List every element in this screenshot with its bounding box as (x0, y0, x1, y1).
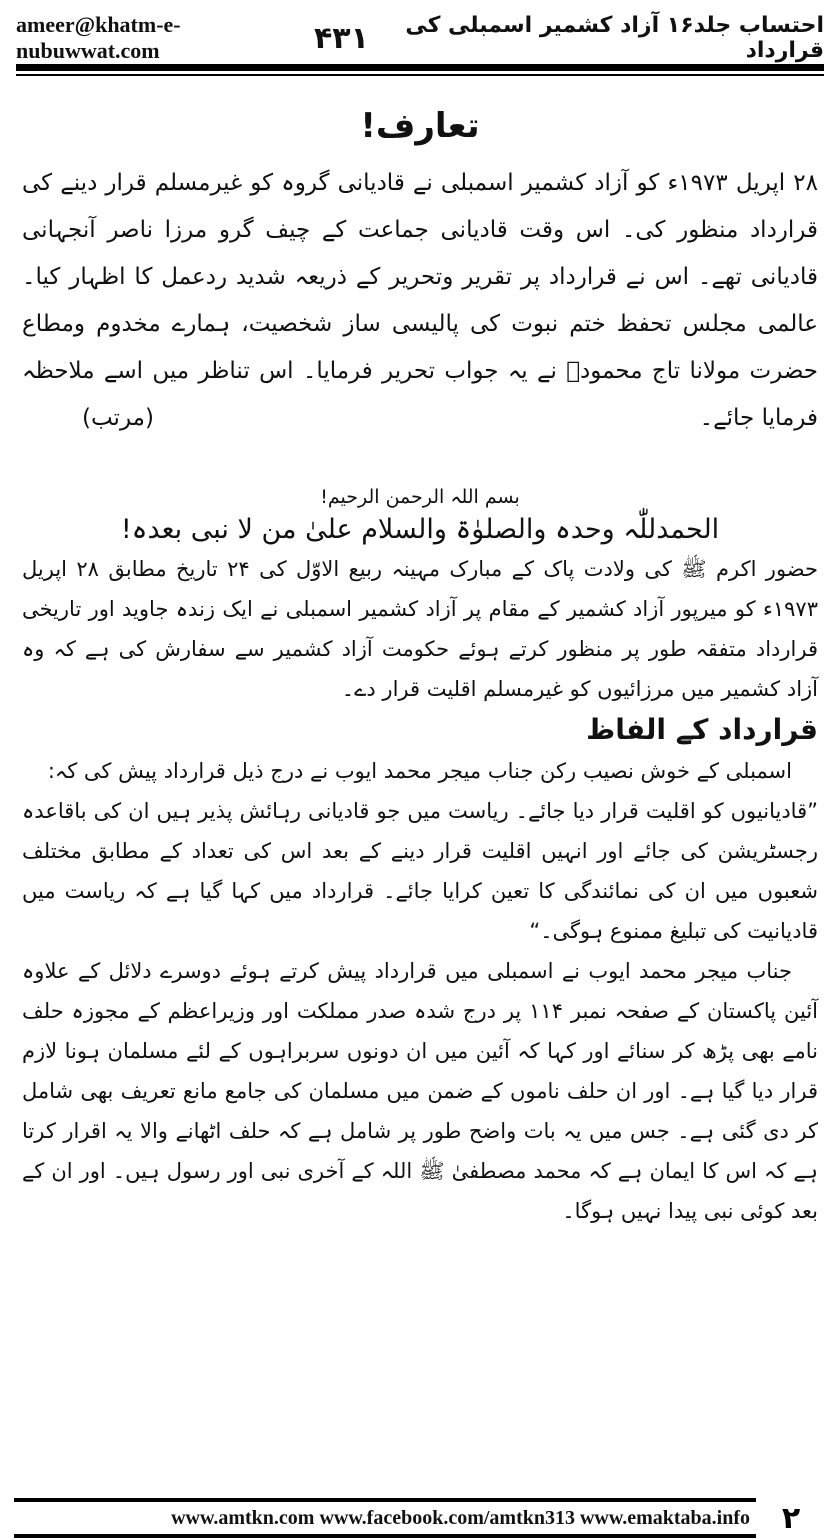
header-page-number: ۴۳۱ (313, 20, 369, 56)
footer-links: www.amtkn.com www.facebook.com/amtkn313 www.emaktaba.info (171, 1506, 750, 1529)
body-paragraph-3: جناب میجر محمد ایوب نے اسمبلی میں قرارداد پیش کرتے ہوئے دوسرے دلائل کے علاوہ آئین پاکستان کے صفحہ نمبر ۱۱۴ پر درج شدہ صدر مملکت اور وزیراعظم کے مجوزہ حلف نامے بھی پڑھ کر سنائے اور کہا کہ آئین میں ان دونوں سربراہوں کے لئے مسلمان ہونا لازم قرار دیا گیا ہے۔ اور ان حلف ناموں کے ضمن میں مسلمان کی جامع مانع تعریف بھی شامل کر دی گئی ہے۔ جس میں یہ بات واضح طور پر شامل ہے کہ حلف اٹھانے والا یہ اقرار کرتا ہے کہ اس کا ایمان ہے کہ محمد مصطفیٰ ﷺ اللہ کے آخری نبی اور رسول ہیں۔ اور ان کے بعد کوئی نبی پیدا نہیں ہوگا۔ (22, 959, 818, 1223)
header-rule-thin (16, 74, 824, 76)
footer-page-number: ۲ (756, 1498, 826, 1538)
editor-note: (مرتب) (82, 405, 154, 431)
intro-text: ۲۸ اپریل ۱۹۷۳ء کو آزاد کشمیر اسمبلی نے قادیانی گروہ کو غیرمسلم قرار دینے کی قرارداد منظور کی۔ اس وقت قادیانی جماعت کے چیف گرو مرزا ناصر آنجہانی قادیانی تھے۔ اس نے قرارداد پر تقریر وتحریر کے ذریعہ شدید ردعمل کا اظہار کیا۔ عالمی مجلس تحفظ ختم نبوت کی پالیسی ساز شخصیت، ہمارے مخدوم ومطاع حضرت مولانا تاج محمودؒ نے یہ جواب تحریر فرمایا۔ اس تناظر میں اسے ملاحظہ فرمایا جائے۔ (22, 170, 818, 431)
intro-paragraph (22, 160, 818, 442)
page-header (16, 12, 824, 63)
resolution-quote: ”قادیانیوں کو اقلیت قرار دیا جائے۔ ریاست میں جو قادیانی رہائش پذیر ہیں ان کی باقاعدہ رجسٹریشن کی جائے اور انہیں اقلیت قرار دینے کے بعد اس کی تعداد کے مطابق مختلف شعبوں میں ان کی نمائندگی کا تعین کرایا جائے۔ قرارداد میں کہا گیا ہے کہ ریاست میں قادیانیت کی تبلیغ ممنوع ہوگی۔“ (22, 799, 818, 943)
hamd-line: الحمدللّٰہ وحدہ والصلوٰۃ والسلام علیٰ من لا نبی بعدہ! (120, 514, 720, 545)
header-email: ameer@khatm-e-nubuwwat.com (16, 12, 181, 63)
footer-rule-bottom (14, 1534, 756, 1538)
resolution-heading: قرارداد کے الفاظ (586, 713, 818, 746)
header-rule-thick (16, 64, 824, 71)
running-title: احتساب جلد۱۶ آزاد کشمیر اسمبلی کی قرارداد (405, 13, 824, 63)
page-content (22, 92, 818, 1231)
footer-links-block (14, 1498, 756, 1538)
page-footer (14, 1498, 826, 1538)
body-paragraph-1: حضور اکرم ﷺ کی ولادت پاک کے مبارک مہینہ ربیع الاوّل کی ۲۴ تاریخ مطابق ۲۸ اپریل ۱۹۷۳ء کو میرپور آزاد کشمیر کے مقام پر آزاد کشمیر اسمبلی نے ایک زندہ جاوید اور تاریخی قرارداد متفقہ طور پر منظور کرتے ہوئے حکومت آزاد کشمیر سے سفارش کی ہے کہ وہ آزاد کشمیر میں مرزائیوں کو غیرمسلم اقلیت قرار دے۔ (22, 557, 818, 701)
bismillah: بسم اللہ الرحمن الرحیم! (320, 486, 520, 508)
body-paragraph-2: اسمبلی کے خوش نصیب رکن جناب میجر محمد ایوب نے درج ذیل قرارداد پیش کی کہ: (47, 759, 792, 783)
section-title: تعارف! (360, 106, 480, 146)
